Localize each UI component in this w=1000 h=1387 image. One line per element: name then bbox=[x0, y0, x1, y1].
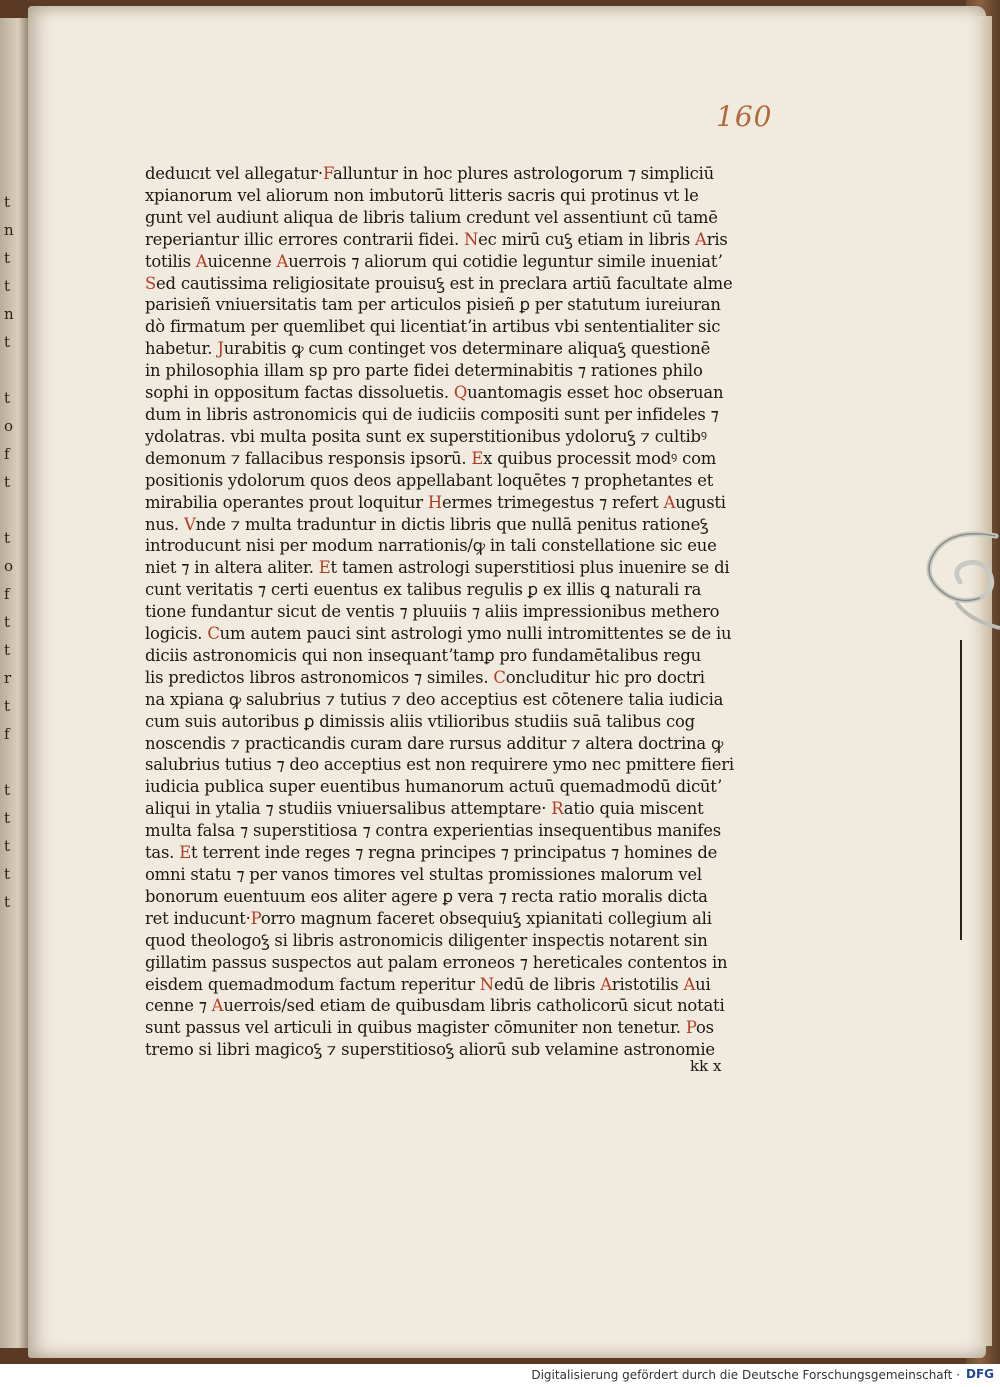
text-segment: habetur. bbox=[145, 339, 218, 359]
text-segment: aliqui in ytalia ⁊ studiis vniuersalibus attemptare· bbox=[145, 799, 552, 819]
rubricated-initial: N bbox=[463, 229, 479, 249]
text-segment: atio quia miscent bbox=[563, 799, 704, 819]
text-line bbox=[145, 426, 785, 448]
dfg-logo: DFG bbox=[965, 1367, 994, 1381]
text-segment: introducunt nisi per modum narrationis/ꝙ in tali constellatione sic eue bbox=[145, 536, 717, 556]
text-segment: uerrois ⁊ aliorum qui cotidie leguntur simile inueniatʼ bbox=[288, 251, 723, 271]
incunable-text-block bbox=[145, 163, 785, 1061]
text-line bbox=[145, 776, 785, 798]
text-line bbox=[145, 689, 785, 711]
text-segment: ris bbox=[706, 229, 728, 249]
rubricated-initial: A bbox=[695, 229, 707, 249]
rubricated-initial: R bbox=[551, 799, 564, 819]
text-line bbox=[145, 382, 785, 404]
text-segment: dò firmatum per quemlibet qui licentiatʼin artibus vbi sententialiter sic bbox=[145, 317, 721, 337]
text-line bbox=[145, 995, 785, 1017]
folio-number: 160 bbox=[716, 100, 773, 133]
text-line bbox=[145, 1017, 785, 1039]
rubricated-initial: E bbox=[318, 558, 331, 578]
text-segment: ristotilis bbox=[611, 974, 684, 994]
text-segment: diciis astronomicis qui non insequantʼtamꝑ pro fundamētalibus regu bbox=[145, 645, 702, 665]
text-line bbox=[145, 733, 785, 755]
text-segment: xpianorum vel aliorum non imbutorū litteris sacris qui protinus vt le bbox=[145, 185, 699, 205]
rubricated-initial: A bbox=[683, 974, 696, 994]
text-line bbox=[145, 448, 785, 470]
text-line bbox=[145, 470, 785, 492]
text-segment: omni statu ⁊ per vanos timores vel stultas promissiones malorum vel bbox=[145, 865, 702, 884]
text-segment: t terrent inde reges ⁊ regna principes ⁊ principatus ⁊ homines de bbox=[190, 843, 718, 863]
text-line bbox=[145, 820, 785, 842]
text-line bbox=[145, 514, 785, 536]
rubricated-initial: N bbox=[479, 974, 494, 994]
rubricated-initial: Q bbox=[453, 383, 468, 403]
text-segment: uicenne bbox=[207, 251, 277, 271]
text-line bbox=[145, 557, 785, 579]
text-segment: nde ⁊ multa traduntur in dictis libris que nullā penitus rationeꝣ bbox=[195, 514, 709, 534]
rubricated-initial: C bbox=[493, 667, 506, 687]
facing-page-edge bbox=[0, 18, 30, 1348]
text-line bbox=[145, 229, 785, 251]
text-line bbox=[145, 163, 785, 185]
rubricated-initial: V bbox=[183, 514, 196, 534]
text-line bbox=[145, 798, 785, 820]
text-segment: sophi in oppositum factas dissoluetis. bbox=[145, 383, 454, 403]
text-segment: totilis bbox=[145, 251, 196, 271]
text-segment: gillatim passus suspectos aut palam erroneos ⁊ hereticales contentos in bbox=[145, 952, 728, 972]
text-segment: tione fundantur sicut de ventis ⁊ pluuiis ⁊ aliis impressionibus methero bbox=[145, 602, 720, 622]
text-segment: x quibus processit modꝰ com bbox=[483, 448, 717, 468]
paper-clip-icon bbox=[916, 528, 1000, 632]
rubricated-initial: C bbox=[207, 624, 220, 644]
rubricated-initial: J bbox=[217, 339, 224, 359]
text-segment: tas. bbox=[145, 843, 180, 863]
text-segment: gunt vel audiunt aliqua de libris talium credunt vel assentiunt cū tamē bbox=[145, 207, 718, 227]
text-segment: edū de libris bbox=[493, 974, 601, 994]
rubricated-initial: A bbox=[600, 974, 612, 994]
text-segment: na xpiana ꝙ salubrius ⁊ tutius ⁊ deo acceptius est cōtenere talia iudicia bbox=[145, 689, 724, 709]
text-line bbox=[145, 492, 785, 514]
bookmark-strip bbox=[960, 640, 984, 940]
rubricated-initial: A bbox=[211, 996, 224, 1016]
text-line bbox=[145, 601, 785, 623]
text-line bbox=[145, 535, 785, 557]
text-segment: salubrius tutius ⁊ deo acceptius est non requirere ymo nec pmittere fieri bbox=[145, 755, 734, 775]
text-segment: parisieñ vniuersitatis tam per articulos pisieñ ꝑ per statutum iureiuran bbox=[145, 295, 721, 315]
text-line bbox=[145, 404, 785, 426]
facing-page-text-fragments: t n t t n t t o f t t o f t t r t f t t t t t bbox=[4, 193, 15, 911]
text-segment: tremo si libri magicoꝣ ⁊ superstitiosoꝣ aliorū sub velamine astronomie bbox=[145, 1040, 715, 1060]
text-segment: eisdem quemadmodum factum reperitur bbox=[145, 974, 480, 994]
text-line bbox=[145, 207, 785, 229]
text-segment: lis predictos libros astronomicos ⁊ similes. bbox=[145, 667, 494, 687]
text-segment: logicis. bbox=[145, 624, 208, 644]
text-segment: uerrois/sed etiam de quibusdam libris catholicorū sicut notati bbox=[223, 996, 725, 1016]
text-segment: ed cautissima religiositate prouisuꝣ est in preclara artiū facultate alme bbox=[156, 273, 733, 293]
text-line bbox=[145, 360, 785, 382]
text-segment: demonum ⁊ fallacibus responsis ipsorū. bbox=[145, 448, 472, 468]
text-segment: iudicia publica super euentibus humanorum actuū quemadmodū dicūtʼ bbox=[145, 777, 722, 797]
text-segment: alluntur in hoc plures astrologorum ⁊ simpliciū bbox=[333, 164, 715, 183]
rubricated-initial: E bbox=[471, 448, 484, 468]
rubricated-initial: A bbox=[276, 251, 289, 271]
text-line bbox=[145, 623, 785, 645]
text-line bbox=[145, 711, 785, 733]
text-segment: ugusti bbox=[675, 492, 726, 512]
signature-mark: kk x bbox=[690, 1057, 722, 1075]
text-segment: orro magnum faceret obsequiuꝣ xpianitati collegium ali bbox=[260, 908, 712, 928]
text-line bbox=[145, 908, 785, 930]
rubricated-initial: P bbox=[685, 1018, 697, 1038]
text-segment: cunt veritatis ⁊ certi euentus ex talibus regulis ꝑ ex illis ꝗ naturali ra bbox=[145, 580, 702, 600]
text-line bbox=[145, 952, 785, 974]
text-segment: quod theologoꝣ si libris astronomicis diligenter inspectis notarent sin bbox=[145, 930, 708, 950]
rubricated-initial: H bbox=[427, 492, 442, 512]
text-segment: reperiantur illic errores contrarii fidei. bbox=[145, 229, 464, 249]
text-line bbox=[145, 930, 785, 952]
text-segment: sunt passus vel articuli in quibus magister cōmuniter non tenetur. bbox=[145, 1018, 686, 1038]
text-line bbox=[145, 886, 785, 908]
text-line bbox=[145, 645, 785, 667]
rubricated-initial: A bbox=[195, 251, 208, 271]
text-segment: ermes trimegestus ⁊ refert bbox=[441, 492, 664, 512]
text-segment: cum suis autoribus ꝑ dimissis aliis vtilioribus studiis suā talibus cog bbox=[145, 711, 695, 731]
text-line bbox=[145, 1039, 785, 1061]
text-segment: ret inducunt· bbox=[145, 908, 251, 928]
text-segment: ui bbox=[695, 974, 711, 994]
text-segment: ec mirū cuꝣ etiam in libris bbox=[478, 229, 696, 249]
text-line bbox=[145, 251, 785, 273]
text-segment: oncluditur hic pro doctri bbox=[505, 667, 705, 687]
text-segment: multa falsa ⁊ superstitiosa ⁊ contra experientias insequentibus manifes bbox=[145, 821, 721, 841]
rubricated-initial: E bbox=[179, 843, 191, 863]
text-line bbox=[145, 754, 785, 776]
text-line bbox=[145, 294, 785, 316]
text-line bbox=[145, 667, 785, 689]
text-segment: uantomagis esset hoc obseruan bbox=[467, 383, 724, 403]
rubricated-initial: F bbox=[322, 164, 333, 183]
text-line bbox=[145, 185, 785, 207]
text-line bbox=[145, 338, 785, 360]
text-segment: noscendis ⁊ practicandis curam dare rursus additur ⁊ altera doctrina ꝙ bbox=[145, 733, 724, 753]
text-segment: bonorum euentuum eos aliter agere ꝑ vera ⁊ recta ratio moralis dicta bbox=[145, 886, 708, 906]
text-segment: deduıcıt vel allegatur· bbox=[145, 164, 323, 183]
text-segment: t tamen astrologi superstitiosi plus inuenire se di bbox=[330, 558, 730, 578]
text-segment: positionis ydolorum quos deos appellabant loquētes ⁊ prophetantes et bbox=[145, 470, 714, 490]
text-segment: cenne ⁊ bbox=[145, 996, 212, 1016]
footer-bar bbox=[0, 1364, 1000, 1387]
text-segment: um autem pauci sint astrologi ymo nulli intromittentes se de iu bbox=[219, 624, 732, 644]
text-segment: ydolatras. vbi multa posita sunt ex superstitionibus ydoloruꝣ ⁊ cultibꝰ bbox=[145, 426, 707, 446]
text-segment: dum in libris astronomicis qui de iudiciis compositi sunt per infideles ⁊ bbox=[145, 404, 719, 424]
text-segment: nus. bbox=[145, 514, 184, 534]
text-segment: os bbox=[696, 1018, 714, 1038]
text-segment: mirabilia operantes prout loquitur bbox=[145, 492, 428, 512]
text-segment: in philosophia illam sp pro parte fidei determinabitis ⁊ rationes philo bbox=[145, 361, 703, 381]
funding-credit: Digitalisierung gefördert durch die Deutsche Forschungsgemeinschaft · bbox=[531, 1368, 960, 1382]
text-line bbox=[145, 316, 785, 338]
text-line bbox=[145, 579, 785, 601]
rubricated-initial: A bbox=[663, 492, 676, 512]
rubricated-initial: P bbox=[250, 908, 261, 928]
text-segment: urabitis ꝙ cum continget vos determinare aliquaꝣ questionē bbox=[223, 339, 711, 359]
text-line bbox=[145, 842, 785, 864]
rubricated-initial: S bbox=[145, 273, 157, 293]
text-line bbox=[145, 864, 785, 886]
text-line bbox=[145, 273, 785, 295]
text-segment: niet ⁊ in altera aliter. bbox=[145, 558, 319, 578]
text-line bbox=[145, 974, 785, 996]
